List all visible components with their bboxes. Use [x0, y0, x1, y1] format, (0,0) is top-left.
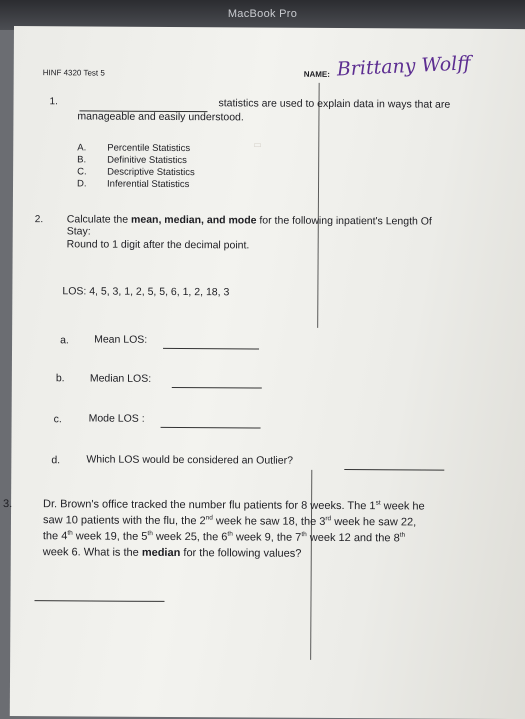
student-name-handwriting: Brittany Wolff: [336, 52, 472, 81]
q1-text-line2: manageable and easily understood.: [77, 110, 244, 124]
q3-l3-d: week 9, the 7: [232, 531, 302, 544]
q3-l3-sup5: th: [399, 531, 406, 539]
device-label: MacBook Pro: [227, 8, 298, 20]
q2c-answer-blank[interactable]: [161, 415, 261, 434]
q2-text-line2: Stay:: [66, 225, 91, 238]
q2-text-line1: [67, 213, 432, 227]
q2-los-values: LOS: 4, 5, 3, 1, 2, 5, 5, 6, 1, 2, 18, 3: [62, 285, 230, 299]
q3-l2-c: week he saw 22,: [331, 515, 417, 529]
q3-answer-blank[interactable]: [34, 588, 164, 607]
q2d-answer-blank[interactable]: [344, 457, 444, 476]
q2b-label: Median LOS:: [89, 372, 152, 385]
q2-number: 2.: [34, 214, 44, 226]
course-title: HINF 4320 Test 5: [42, 68, 105, 78]
q3-l3-a: the 4: [42, 530, 68, 543]
q3-l3-e: week 12 and the 8: [306, 531, 400, 545]
q3-l3-sup3: th: [227, 530, 233, 538]
q3-l4-b: for the following values?: [180, 547, 302, 560]
q3-l2-a: saw 10 patients with the flu, the 2: [42, 514, 206, 528]
q3-l4-bold: median: [141, 546, 181, 560]
q1-text-line1: statistics are used to explain data in ways that are: [218, 97, 451, 111]
q2d-letter: d.: [51, 454, 61, 467]
q3-l3-b: week 19, the 5: [72, 530, 148, 543]
test-paper: [3, 26, 525, 719]
q2a-label: Mean LOS:: [94, 333, 148, 346]
q3-l3-sup: th: [67, 529, 73, 537]
q1-option-d-letter: D.: [77, 178, 87, 190]
q3-l2-b: week he saw 18, the 3: [212, 515, 326, 528]
q1-option-a-text[interactable]: Percentile Statistics: [107, 142, 191, 155]
q2-line1-post: for the following inpatient's Length Of: [256, 214, 432, 228]
q2a-answer-blank[interactable]: [163, 336, 259, 355]
q2-line1-bold: mean, median, and mode: [131, 213, 257, 227]
q3-l3-sup4: th: [301, 531, 307, 539]
name-label: NAME:: [303, 69, 330, 79]
screen-reflection-line: [317, 83, 319, 328]
q1-option-c-text[interactable]: Descriptive Statistics: [107, 166, 195, 179]
q3-l3-sup2: th: [147, 530, 153, 538]
bleed-through-1: ▭: [253, 139, 262, 150]
q2-text-line3: Round to 1 digit after the decimal point.: [66, 238, 250, 252]
q3-l1-sup: st: [375, 499, 381, 507]
q1-option-d-text[interactable]: Inferential Statistics: [107, 178, 190, 191]
q1-option-a-letter: A.: [77, 142, 87, 154]
q3-l3-c: week 25, the 6: [152, 530, 228, 544]
q2-line1-pre: Calculate the: [66, 213, 132, 226]
q1-option-b-text[interactable]: Definitive Statistics: [107, 154, 187, 167]
q3-line4: [43, 544, 302, 562]
q3-l1-a: Dr. Brown's office tracked the number flu patients for 8 weeks. The 1: [43, 498, 376, 513]
q3-l2-sup2: rd: [325, 515, 332, 523]
q2c-letter: c.: [53, 413, 62, 426]
q3-l2-sup: nd: [205, 514, 213, 522]
q3-l4-a: week 6. What is the: [42, 546, 142, 559]
q2b-letter: b.: [55, 372, 65, 385]
q2b-answer-blank[interactable]: [172, 375, 262, 394]
q1-option-b-letter: B.: [77, 154, 87, 166]
q2d-label: Which LOS would be considered an Outlier?: [86, 453, 294, 467]
q3-l1-b: week he: [380, 500, 425, 513]
q1-option-c-letter: C.: [77, 166, 87, 178]
q2a-letter: a.: [60, 334, 69, 347]
q2c-label: Mode LOS :: [88, 412, 145, 425]
q1-number: 1.: [49, 96, 58, 108]
q3-number: 3.: [3, 497, 13, 510]
